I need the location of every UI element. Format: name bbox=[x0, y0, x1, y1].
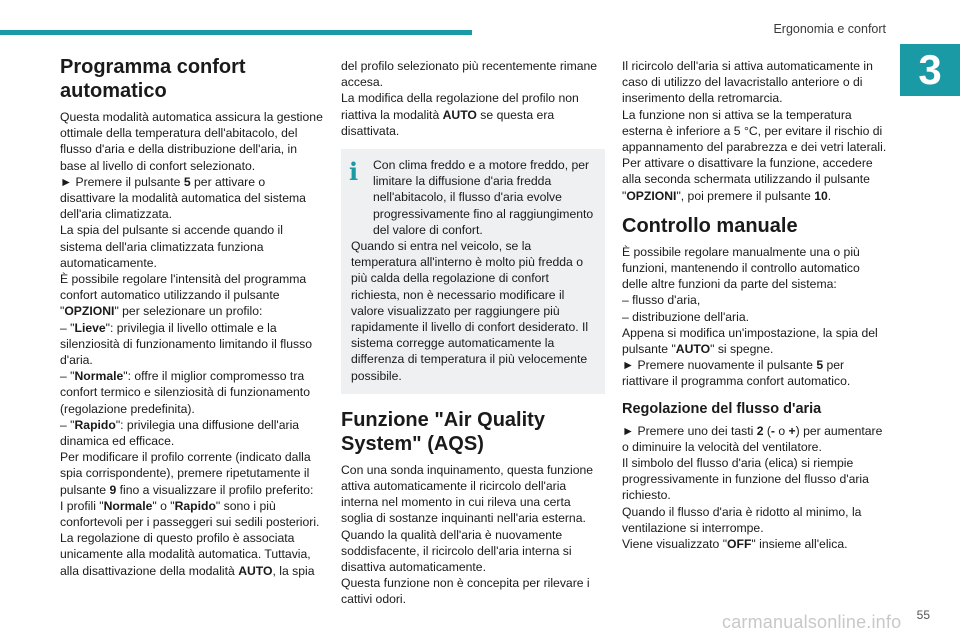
info-paragraph: Quando si entra nel veicolo, se la temperatura all'interno è molto più fredda o più calda della regolazione di confort richiesta, non è necessario modificare il valore visualizzato per raggiungere più rapidamente il livello di confort desiderato. Il sistema corregge automaticamente la differenza di temperatura il più velocemente possibile. bbox=[351, 239, 589, 383]
paragraph: ► Premere uno dei tasti 2 (- o +) per aumentare o diminuire la velocità del ventilatore. bbox=[622, 423, 883, 454]
paragraph: Appena si modifica un'impostazione, la spia del pulsante "AUTO" si spegne. bbox=[622, 325, 878, 357]
chapter-number-badge: 3 bbox=[900, 44, 960, 96]
paragraph: La modifica della regolazione del profilo non riattiva la modalità AUTO se questa era disattivata. bbox=[341, 91, 579, 138]
paragraph: I profili "Normale" o "Rapido" sono i più confortevoli per i passeggeri sui sedili posteriori. bbox=[60, 498, 320, 530]
paragraph: Viene visualizzato "OFF" insieme all'elica. bbox=[622, 537, 848, 552]
list-item: – "Rapido": privilegia una diffusione dell'aria dinamica ed efficace. bbox=[60, 417, 300, 449]
paragraph: Per attivare o disattivare la funzione, accedere alla seconda schermata utilizzando il pulsante "OPZIONI", poi premere il pulsante 10. bbox=[622, 156, 873, 203]
paragraph: La spia del pulsante si accende quando il sistema dell'aria climatizzata funziona automaticamente. bbox=[60, 223, 283, 270]
heading-aqs: Funzione "Air Quality System" (AQS) bbox=[341, 408, 545, 455]
heading-controllo-manuale: Controllo manuale bbox=[622, 214, 798, 237]
page-number: 55 bbox=[916, 608, 930, 622]
spacer bbox=[622, 204, 888, 214]
paragraph: È possibile regolare manualmente una o più funzioni, mantenendo il controllo automatico delle altre funzioni da parte del sistema: bbox=[622, 244, 860, 292]
list-item: – distribuzione dell'aria. bbox=[622, 309, 749, 324]
section-title: Ergonomia e confort bbox=[773, 22, 886, 36]
paragraph: Con una sonda inquinamento, questa funzione attiva automaticamente il ricircolo dell'aria interna nel momento in cui rileva una certa soglia di sostanze inquinanti nell'aria esterna. bbox=[341, 462, 594, 526]
paragraph: Questa modalità automatica assicura la gestione ottimale della temperatura dell'abitacolo, del flusso d'aria e della distribuzione dell'aria, in base al livello di confort selezionato. bbox=[60, 110, 323, 173]
paragraph: Il simbolo del flusso d'aria (elica) si riempie progressivamente in funzione del flusso d'aria richiesto. bbox=[622, 456, 869, 503]
spacer bbox=[622, 390, 888, 400]
paragraph: La funzione non si attiva se la temperatura esterna è inferiore a 5 °C, per evitare il rischio di appannamento del parabrezza e dei vetri laterali. bbox=[622, 107, 887, 155]
info-icon: i bbox=[349, 157, 359, 187]
info-box bbox=[341, 149, 605, 394]
list-item: – "Lieve": privilegia il livello ottimale e la silenziosità di funzionamento limitando il flusso d'aria. bbox=[60, 320, 313, 368]
paragraph: Questa funzione non è concepita per rilevare i cattivi odori. bbox=[341, 576, 590, 607]
paragraph: Il ricircolo dell'aria si attiva automaticamente in caso di utilizzo del lavacristallo anteriore o di inserimento della retromarcia. bbox=[622, 59, 873, 106]
paragraph: ► Premere nuovamente il pulsante 5 per riattivare il programma confort automatico. bbox=[622, 358, 851, 389]
paragraph: ► Premere il pulsante 5 per attivare o disattivare la modalità automatica del sistema dell'aria climatizzata. bbox=[60, 174, 306, 222]
paragraph: È possibile regolare l'intensità del programma confort automatico utilizzando il pulsante "OPZIONI" per selezionare un profilo: bbox=[60, 272, 307, 319]
heading-regolazione-flusso: Regolazione del flusso d'aria bbox=[622, 400, 822, 417]
watermark: carmanualsonline.info bbox=[722, 612, 902, 632]
heading-programma-confort: Programma confort automatico bbox=[60, 56, 246, 102]
column-3 bbox=[622, 58, 888, 552]
header-accent-bar bbox=[0, 30, 472, 35]
list-item: – flusso d'aria, bbox=[622, 293, 701, 308]
paragraph: Quando la qualità dell'aria è nuovamente soddisfacente, il ricircolo dell'aria interna si disattiva automaticamente. bbox=[341, 527, 572, 575]
paragraph: La regolazione di questo profilo è associata unicamente alla modalità automatica. Tuttavia, alla disattivazione della modalità AUTO, la spia bbox=[60, 531, 315, 578]
list-item: – "Normale": offre il miglior compromesso tra confort termico e silenziosità di funzionamento (regolazione predefinita). bbox=[60, 369, 310, 416]
info-paragraph: Con clima freddo e a motore freddo, per limitare la diffusione d'aria fredda nell'abitacolo, il flusso d'aria evolve progressivamente fino al raggiungimento del valore di confort. bbox=[373, 158, 594, 237]
paragraph: Quando il flusso d'aria è ridotto al minimo, la ventilazione si interrompe. bbox=[622, 504, 862, 535]
column-1 bbox=[60, 55, 324, 579]
paragraph: Per modificare il profilo corrente (indicato dalla spia corrispondente), premere ripetutamente il pulsante 9 fino a visualizzare il profilo preferito: bbox=[60, 450, 314, 497]
column-2 bbox=[341, 58, 605, 608]
paragraph: del profilo selezionato più recentemente rimane accesa. bbox=[341, 59, 598, 90]
